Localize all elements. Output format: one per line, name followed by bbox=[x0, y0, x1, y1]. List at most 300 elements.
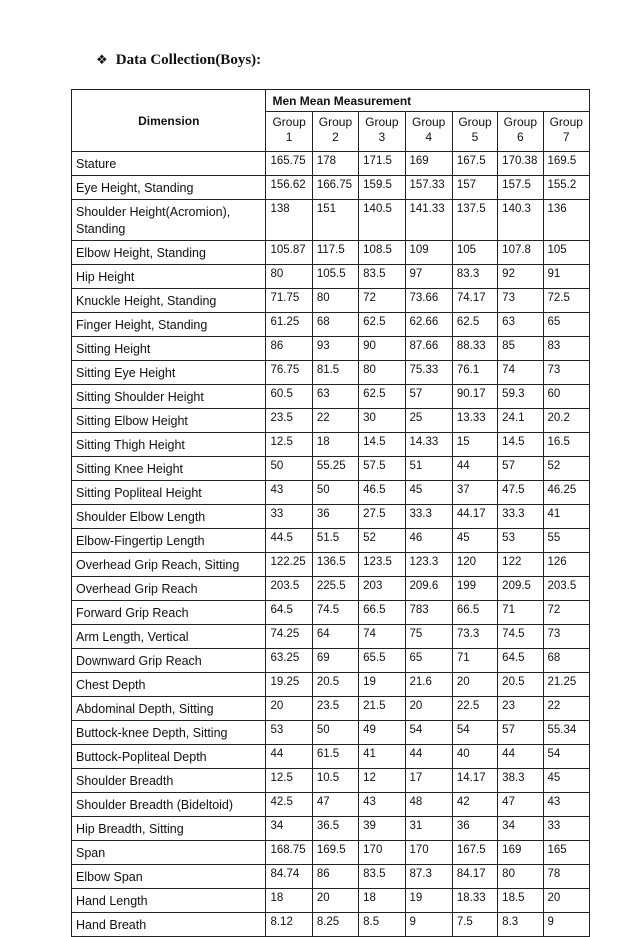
value-cell: 42 bbox=[452, 793, 497, 817]
value-cell: 13.33 bbox=[452, 409, 497, 433]
value-cell: 137.5 bbox=[452, 200, 497, 241]
value-cell: 73 bbox=[543, 625, 590, 649]
dimension-label: Stature bbox=[72, 152, 266, 176]
value-cell: 50 bbox=[266, 457, 312, 481]
value-cell: 71 bbox=[452, 649, 497, 673]
value-cell: 43 bbox=[543, 793, 590, 817]
value-cell: 72 bbox=[359, 289, 405, 313]
value-cell: 51.5 bbox=[312, 529, 358, 553]
group-label: Group bbox=[272, 115, 306, 129]
value-cell: 54 bbox=[405, 721, 452, 745]
value-cell: 62.5 bbox=[359, 385, 405, 409]
value-cell: 46.5 bbox=[359, 481, 405, 505]
value-cell: 91 bbox=[543, 265, 590, 289]
table-row bbox=[72, 697, 590, 721]
value-cell: 31 bbox=[405, 817, 452, 841]
value-cell: 76.75 bbox=[266, 361, 312, 385]
value-cell: 68 bbox=[543, 649, 590, 673]
value-cell: 46 bbox=[405, 529, 452, 553]
value-cell: 203 bbox=[359, 577, 405, 601]
value-cell: 122.25 bbox=[266, 553, 312, 577]
value-cell: 19 bbox=[405, 889, 452, 913]
value-cell: 45 bbox=[452, 529, 497, 553]
value-cell: 73.3 bbox=[452, 625, 497, 649]
value-cell: 8.12 bbox=[266, 913, 312, 937]
value-cell: 7.5 bbox=[452, 913, 497, 937]
table-row bbox=[72, 721, 590, 745]
table-row bbox=[72, 769, 590, 793]
value-cell: 169.5 bbox=[312, 841, 358, 865]
value-cell: 21.6 bbox=[405, 673, 452, 697]
value-cell: 43 bbox=[266, 481, 312, 505]
dimension-label: Sitting Eye Height bbox=[72, 361, 266, 385]
value-cell: 136.5 bbox=[312, 553, 358, 577]
value-cell: 74.5 bbox=[312, 601, 358, 625]
value-cell: 8.3 bbox=[498, 913, 543, 937]
table-row bbox=[72, 529, 590, 553]
value-cell: 171.5 bbox=[359, 152, 405, 176]
value-cell: 21.25 bbox=[543, 673, 590, 697]
table-row bbox=[72, 913, 590, 937]
value-cell: 24.1 bbox=[498, 409, 543, 433]
table-row bbox=[72, 841, 590, 865]
dimension-label: Shoulder Breadth bbox=[72, 769, 266, 793]
dimension-label: Sitting Thigh Height bbox=[72, 433, 266, 457]
value-cell: 123.3 bbox=[405, 553, 452, 577]
value-cell: 74 bbox=[359, 625, 405, 649]
value-cell: 44 bbox=[266, 745, 312, 769]
value-cell: 157 bbox=[452, 176, 497, 200]
value-cell: 90.17 bbox=[452, 385, 497, 409]
value-cell: 33.3 bbox=[498, 505, 543, 529]
value-cell: 85 bbox=[498, 337, 543, 361]
dimension-label: Overhead Grip Reach, Sitting bbox=[72, 553, 266, 577]
value-cell: 16.5 bbox=[543, 433, 590, 457]
value-cell: 73.66 bbox=[405, 289, 452, 313]
value-cell: 72.5 bbox=[543, 289, 590, 313]
value-cell: 33 bbox=[543, 817, 590, 841]
value-cell: 60.5 bbox=[266, 385, 312, 409]
value-cell: 57 bbox=[498, 457, 543, 481]
table-row bbox=[72, 409, 590, 433]
value-cell: 12.5 bbox=[266, 769, 312, 793]
value-cell: 51 bbox=[405, 457, 452, 481]
group-header-cell bbox=[312, 112, 358, 152]
value-cell: 20.5 bbox=[498, 673, 543, 697]
table-row bbox=[72, 200, 590, 241]
value-cell: 73 bbox=[498, 289, 543, 313]
value-cell: 37 bbox=[452, 481, 497, 505]
group-label: Group bbox=[549, 115, 583, 129]
dimension-label: Sitting Elbow Height bbox=[72, 409, 266, 433]
dimension-label: Hip Height bbox=[72, 265, 266, 289]
value-cell: 53 bbox=[498, 529, 543, 553]
value-cell: 19.25 bbox=[266, 673, 312, 697]
dimension-label: Span bbox=[72, 841, 266, 865]
dimension-label: Sitting Popliteal Height bbox=[72, 481, 266, 505]
value-cell: 17 bbox=[405, 769, 452, 793]
group-label: Group bbox=[365, 115, 399, 129]
value-cell: 38.3 bbox=[498, 769, 543, 793]
value-cell: 50 bbox=[312, 481, 358, 505]
table-row bbox=[72, 361, 590, 385]
value-cell: 47 bbox=[498, 793, 543, 817]
value-cell: 169.5 bbox=[543, 152, 590, 176]
value-cell: 53 bbox=[266, 721, 312, 745]
value-cell: 45 bbox=[405, 481, 452, 505]
value-cell: 10.5 bbox=[312, 769, 358, 793]
value-cell: 159.5 bbox=[359, 176, 405, 200]
value-cell: 18 bbox=[266, 889, 312, 913]
table-row bbox=[72, 457, 590, 481]
group-label: Group bbox=[318, 115, 353, 129]
dimension-label: Buttock-Popliteal Depth bbox=[72, 745, 266, 769]
dimension-header: Dimension bbox=[72, 90, 266, 152]
value-cell: 78 bbox=[543, 865, 590, 889]
dimension-label: Chest Depth bbox=[72, 673, 266, 697]
value-cell: 105.5 bbox=[312, 265, 358, 289]
value-cell: 136 bbox=[543, 200, 590, 241]
value-cell: 141.33 bbox=[405, 200, 452, 241]
value-cell: 41 bbox=[359, 745, 405, 769]
group-number: 2 bbox=[332, 130, 339, 144]
table-row bbox=[72, 433, 590, 457]
value-cell: 18 bbox=[359, 889, 405, 913]
value-cell: 225.5 bbox=[312, 577, 358, 601]
value-cell: 23 bbox=[498, 697, 543, 721]
group-label: Group bbox=[458, 115, 492, 129]
section-heading-text: Data Collection(Boys): bbox=[115, 52, 262, 68]
value-cell: 166.75 bbox=[312, 176, 358, 200]
value-cell: 21.5 bbox=[359, 697, 405, 721]
value-cell: 66.5 bbox=[359, 601, 405, 625]
value-cell: 20.2 bbox=[543, 409, 590, 433]
value-cell: 123.5 bbox=[359, 553, 405, 577]
value-cell: 34 bbox=[266, 817, 312, 841]
section-heading bbox=[96, 52, 261, 69]
value-cell: 105 bbox=[543, 241, 590, 265]
table-row bbox=[72, 289, 590, 313]
value-cell: 14.5 bbox=[498, 433, 543, 457]
group-number: 5 bbox=[471, 130, 479, 144]
value-cell: 45 bbox=[543, 769, 590, 793]
value-cell: 63.25 bbox=[266, 649, 312, 673]
value-cell: 41 bbox=[543, 505, 590, 529]
dimension-label: Overhead Grip Reach bbox=[72, 577, 266, 601]
value-cell: 80 bbox=[498, 865, 543, 889]
value-cell: 80 bbox=[359, 361, 405, 385]
dimension-label: Sitting Knee Height bbox=[72, 457, 266, 481]
value-cell: 65 bbox=[405, 649, 452, 673]
table-row bbox=[72, 505, 590, 529]
value-cell: 74.25 bbox=[266, 625, 312, 649]
value-cell: 156.62 bbox=[266, 176, 312, 200]
value-cell: 168.75 bbox=[266, 841, 312, 865]
value-cell: 48 bbox=[405, 793, 452, 817]
value-cell: 783 bbox=[405, 601, 452, 625]
value-cell: 87.66 bbox=[405, 337, 452, 361]
value-cell: 36 bbox=[452, 817, 497, 841]
table-row bbox=[72, 817, 590, 841]
value-cell: 36 bbox=[312, 505, 358, 529]
dimension-label: Hand Length bbox=[72, 889, 266, 913]
value-cell: 74 bbox=[498, 361, 543, 385]
measurements-table bbox=[71, 89, 590, 937]
value-cell: 65 bbox=[543, 313, 590, 337]
group-number: 7 bbox=[562, 130, 570, 144]
value-cell: 109 bbox=[405, 241, 452, 265]
value-cell: 69 bbox=[312, 649, 358, 673]
dimension-label: Arm Length, Vertical bbox=[72, 625, 266, 649]
value-cell: 57.5 bbox=[359, 457, 405, 481]
value-cell: 140.3 bbox=[498, 200, 543, 241]
value-cell: 52 bbox=[359, 529, 405, 553]
value-cell: 61.25 bbox=[266, 313, 312, 337]
value-cell: 65.5 bbox=[359, 649, 405, 673]
value-cell: 138 bbox=[266, 200, 312, 241]
table-row bbox=[72, 313, 590, 337]
table-row bbox=[72, 865, 590, 889]
value-cell: 203.5 bbox=[266, 577, 312, 601]
value-cell: 27.5 bbox=[359, 505, 405, 529]
value-cell: 76.1 bbox=[452, 361, 497, 385]
value-cell: 81.5 bbox=[312, 361, 358, 385]
value-cell: 14.5 bbox=[359, 433, 405, 457]
value-cell: 15 bbox=[452, 433, 497, 457]
group-header-cell bbox=[498, 112, 543, 152]
value-cell: 83.5 bbox=[359, 865, 405, 889]
value-cell: 20 bbox=[452, 673, 497, 697]
table-row bbox=[72, 625, 590, 649]
value-cell: 105.87 bbox=[266, 241, 312, 265]
value-cell: 84.74 bbox=[266, 865, 312, 889]
value-cell: 63 bbox=[312, 385, 358, 409]
value-cell: 209.5 bbox=[498, 577, 543, 601]
value-cell: 20 bbox=[266, 697, 312, 721]
value-cell: 88.33 bbox=[452, 337, 497, 361]
value-cell: 97 bbox=[405, 265, 452, 289]
value-cell: 8.25 bbox=[312, 913, 358, 937]
dimension-label: Shoulder Height(Acromion), Standing bbox=[72, 200, 266, 241]
value-cell: 44.5 bbox=[266, 529, 312, 553]
value-cell: 44 bbox=[405, 745, 452, 769]
group-header-cell bbox=[359, 112, 405, 152]
value-cell: 63 bbox=[498, 313, 543, 337]
value-cell: 71 bbox=[498, 601, 543, 625]
value-cell: 83.5 bbox=[359, 265, 405, 289]
value-cell: 57 bbox=[498, 721, 543, 745]
table-row bbox=[72, 673, 590, 697]
value-cell: 165.75 bbox=[266, 152, 312, 176]
value-cell: 86 bbox=[266, 337, 312, 361]
value-cell: 12.5 bbox=[266, 433, 312, 457]
value-cell: 122 bbox=[498, 553, 543, 577]
value-cell: 14.17 bbox=[452, 769, 497, 793]
value-cell: 169 bbox=[498, 841, 543, 865]
table-body bbox=[72, 152, 590, 937]
value-cell: 44.17 bbox=[452, 505, 497, 529]
value-cell: 170 bbox=[405, 841, 452, 865]
group-label: Group bbox=[503, 115, 538, 129]
value-cell: 20 bbox=[312, 889, 358, 913]
value-cell: 52 bbox=[543, 457, 590, 481]
value-cell: 178 bbox=[312, 152, 358, 176]
value-cell: 43 bbox=[359, 793, 405, 817]
value-cell: 199 bbox=[452, 577, 497, 601]
value-cell: 18.33 bbox=[452, 889, 497, 913]
value-cell: 33.3 bbox=[405, 505, 452, 529]
value-cell: 84.17 bbox=[452, 865, 497, 889]
value-cell: 167.5 bbox=[452, 152, 497, 176]
table-row bbox=[72, 337, 590, 361]
value-cell: 83.3 bbox=[452, 265, 497, 289]
value-cell: 54 bbox=[543, 745, 590, 769]
value-cell: 61.5 bbox=[312, 745, 358, 769]
dimension-label: Elbow-Fingertip Length bbox=[72, 529, 266, 553]
value-cell: 49 bbox=[359, 721, 405, 745]
value-cell: 20 bbox=[405, 697, 452, 721]
dimension-label: Eye Height, Standing bbox=[72, 176, 266, 200]
dimension-label: Forward Grip Reach bbox=[72, 601, 266, 625]
table-row bbox=[72, 265, 590, 289]
value-cell: 73 bbox=[543, 361, 590, 385]
value-cell: 22 bbox=[312, 409, 358, 433]
value-cell: 120 bbox=[452, 553, 497, 577]
value-cell: 90 bbox=[359, 337, 405, 361]
value-cell: 30 bbox=[359, 409, 405, 433]
value-cell: 157.5 bbox=[498, 176, 543, 200]
value-cell: 59.3 bbox=[498, 385, 543, 409]
value-cell: 75 bbox=[405, 625, 452, 649]
table-row bbox=[72, 745, 590, 769]
dimension-label: Hand Breath bbox=[72, 913, 266, 937]
value-cell: 74.5 bbox=[498, 625, 543, 649]
value-cell: 36.5 bbox=[312, 817, 358, 841]
value-cell: 55 bbox=[543, 529, 590, 553]
value-cell: 203.5 bbox=[543, 577, 590, 601]
value-cell: 92 bbox=[498, 265, 543, 289]
dimension-label: Shoulder Breadth (Bideltoid) bbox=[72, 793, 266, 817]
value-cell: 107.8 bbox=[498, 241, 543, 265]
table-row bbox=[72, 152, 590, 176]
value-cell: 47.5 bbox=[498, 481, 543, 505]
value-cell: 14.33 bbox=[405, 433, 452, 457]
group-header-cell bbox=[266, 112, 312, 152]
value-cell: 44 bbox=[452, 457, 497, 481]
value-cell: 57 bbox=[405, 385, 452, 409]
value-cell: 75.33 bbox=[405, 361, 452, 385]
value-cell: 20 bbox=[543, 889, 590, 913]
table-row bbox=[72, 793, 590, 817]
table-row bbox=[72, 385, 590, 409]
value-cell: 54 bbox=[452, 721, 497, 745]
value-cell: 18 bbox=[312, 433, 358, 457]
value-cell: 155.2 bbox=[543, 176, 590, 200]
dimension-label: Downward Grip Reach bbox=[72, 649, 266, 673]
table-row bbox=[72, 577, 590, 601]
table-row bbox=[72, 601, 590, 625]
value-cell: 74.17 bbox=[452, 289, 497, 313]
value-cell: 9 bbox=[543, 913, 590, 937]
value-cell: 64 bbox=[312, 625, 358, 649]
dimension-label: Sitting Height bbox=[72, 337, 266, 361]
value-cell: 8.5 bbox=[359, 913, 405, 937]
value-cell: 86 bbox=[312, 865, 358, 889]
group-header-cell bbox=[405, 112, 452, 152]
value-cell: 34 bbox=[498, 817, 543, 841]
value-cell: 68 bbox=[312, 313, 358, 337]
value-cell: 151 bbox=[312, 200, 358, 241]
value-cell: 40 bbox=[452, 745, 497, 769]
value-cell: 72 bbox=[543, 601, 590, 625]
value-cell: 71.75 bbox=[266, 289, 312, 313]
diamond-bullet-icon: ❖ bbox=[96, 53, 108, 68]
value-cell: 9 bbox=[405, 913, 452, 937]
dimension-label: Hip Breadth, Sitting bbox=[72, 817, 266, 841]
group-header-cell bbox=[543, 112, 590, 152]
value-cell: 42.5 bbox=[266, 793, 312, 817]
value-cell: 87.3 bbox=[405, 865, 452, 889]
value-cell: 80 bbox=[266, 265, 312, 289]
group-number: 1 bbox=[285, 130, 293, 144]
dimension-label: Knuckle Height, Standing bbox=[72, 289, 266, 313]
value-cell: 170 bbox=[359, 841, 405, 865]
value-cell: 105 bbox=[452, 241, 497, 265]
group-number: 4 bbox=[425, 130, 433, 144]
group-label: Group bbox=[411, 115, 446, 129]
value-cell: 55.34 bbox=[543, 721, 590, 745]
value-cell: 23.5 bbox=[266, 409, 312, 433]
dimension-label: Abdominal Depth, Sitting bbox=[72, 697, 266, 721]
value-cell: 108.5 bbox=[359, 241, 405, 265]
dimension-label: Buttock-knee Depth, Sitting bbox=[72, 721, 266, 745]
dimension-label: Shoulder Elbow Length bbox=[72, 505, 266, 529]
value-cell: 83 bbox=[543, 337, 590, 361]
value-cell: 23.5 bbox=[312, 697, 358, 721]
value-cell: 20.5 bbox=[312, 673, 358, 697]
value-cell: 64.5 bbox=[498, 649, 543, 673]
value-cell: 169 bbox=[405, 152, 452, 176]
dimension-label: Elbow Height, Standing bbox=[72, 241, 266, 265]
table-row bbox=[72, 889, 590, 913]
value-cell: 62.66 bbox=[405, 313, 452, 337]
value-cell: 66.5 bbox=[452, 601, 497, 625]
value-cell: 12 bbox=[359, 769, 405, 793]
value-cell: 47 bbox=[312, 793, 358, 817]
table-row bbox=[72, 553, 590, 577]
dimension-label: Sitting Shoulder Height bbox=[72, 385, 266, 409]
value-cell: 157.33 bbox=[405, 176, 452, 200]
group-number: 6 bbox=[516, 130, 524, 144]
value-cell: 62.5 bbox=[452, 313, 497, 337]
value-cell: 60 bbox=[543, 385, 590, 409]
group-header: Men Mean Measurement bbox=[266, 90, 590, 112]
value-cell: 50 bbox=[312, 721, 358, 745]
table-row bbox=[72, 481, 590, 505]
value-cell: 55.25 bbox=[312, 457, 358, 481]
value-cell: 39 bbox=[359, 817, 405, 841]
value-cell: 46.25 bbox=[543, 481, 590, 505]
value-cell: 93 bbox=[312, 337, 358, 361]
value-cell: 25 bbox=[405, 409, 452, 433]
value-cell: 62.5 bbox=[359, 313, 405, 337]
dimension-label: Finger Height, Standing bbox=[72, 313, 266, 337]
table-row bbox=[72, 649, 590, 673]
table-row bbox=[72, 176, 590, 200]
value-cell: 18.5 bbox=[498, 889, 543, 913]
value-cell: 140.5 bbox=[359, 200, 405, 241]
value-cell: 170.38 bbox=[498, 152, 543, 176]
